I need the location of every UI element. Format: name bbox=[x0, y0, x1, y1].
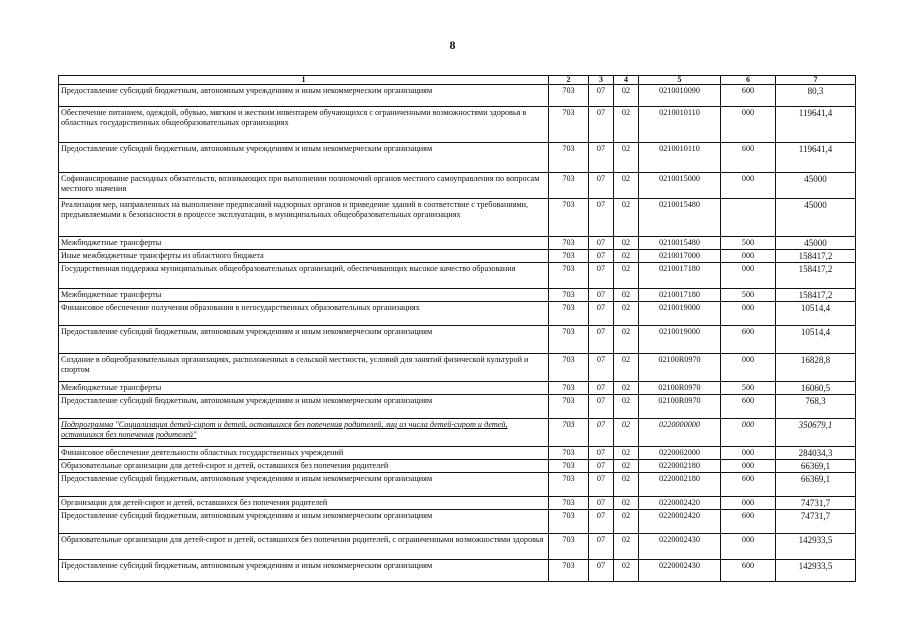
row-code-section: 07 bbox=[589, 354, 614, 382]
row-code-section: 07 bbox=[589, 143, 614, 173]
row-code-ministry: 703 bbox=[549, 107, 589, 143]
row-code-ministry: 703 bbox=[549, 447, 589, 460]
row-amount: 768,3 bbox=[776, 395, 856, 419]
row-code-ministry: 703 bbox=[549, 85, 589, 107]
row-code-expense-type: 000 bbox=[721, 419, 776, 447]
row-amount: 66369,1 bbox=[776, 460, 856, 473]
row-code-target: 0210015480 bbox=[639, 237, 721, 250]
row-code-expense-type: 600 bbox=[721, 85, 776, 107]
row-code-expense-type: 000 bbox=[721, 460, 776, 473]
row-code-subsection: 02 bbox=[614, 289, 639, 302]
row-code-subsection: 02 bbox=[614, 354, 639, 382]
row-name: Финансовое обеспечение получения образования в негосударственных образовательных организациях bbox=[59, 302, 549, 326]
table-row bbox=[59, 199, 856, 237]
row-code-section: 07 bbox=[589, 460, 614, 473]
row-amount: 10514,4 bbox=[776, 302, 856, 326]
row-code-subsection: 02 bbox=[614, 250, 639, 263]
row-name: Финансовое обеспечение деятельности областных государственных учреждений bbox=[59, 447, 549, 460]
row-name: Предоставление субсидий бюджетным, автономным учреждениям и иным некоммерческим организациям bbox=[59, 143, 549, 173]
row-code-section: 07 bbox=[589, 395, 614, 419]
table-row bbox=[59, 497, 856, 510]
row-code-ministry: 703 bbox=[549, 460, 589, 473]
row-code-subsection: 02 bbox=[614, 382, 639, 395]
row-code-section: 07 bbox=[589, 199, 614, 237]
row-name: Межбюджетные трансферты bbox=[59, 382, 549, 395]
row-code-ministry: 703 bbox=[549, 395, 589, 419]
table-row bbox=[59, 510, 856, 534]
row-code-target: 0210015000 bbox=[639, 173, 721, 199]
row-code-section: 07 bbox=[589, 419, 614, 447]
row-code-target: 0210019000 bbox=[639, 326, 721, 354]
row-name: Межбюджетные трансферты bbox=[59, 289, 549, 302]
row-code-expense-type: 600 bbox=[721, 395, 776, 419]
row-code-section: 07 bbox=[589, 473, 614, 497]
row-code-expense-type: 600 bbox=[721, 560, 776, 582]
row-code-section: 07 bbox=[589, 447, 614, 460]
row-code-subsection: 02 bbox=[614, 560, 639, 582]
row-code-expense-type: 600 bbox=[721, 473, 776, 497]
row-code-expense-type: 000 bbox=[721, 107, 776, 143]
row-name: Софинансирование расходных обязательств, возникающих при выполнении полномочий органов местного самоуправления по вопросам местного значения bbox=[59, 173, 549, 199]
row-code-subsection: 02 bbox=[614, 473, 639, 497]
row-code-target: 02100R0970 bbox=[639, 395, 721, 419]
row-name: Предоставление субсидий бюджетным, автономным учреждениям и иным некоммерческим организациям bbox=[59, 510, 549, 534]
row-code-subsection: 02 bbox=[614, 143, 639, 173]
row-code-target: 0210010090 bbox=[639, 85, 721, 107]
row-code-target: 02100R0970 bbox=[639, 382, 721, 395]
row-name: Подпрограмма "Социализация детей-сирот и детей, оставшихся без попечения родителей, лиц из числа детей-сирот и детей, оставшихся без попечения родителей" bbox=[59, 419, 549, 447]
column-header-6: 6 bbox=[721, 76, 776, 85]
row-amount: 16828,8 bbox=[776, 354, 856, 382]
row-code-ministry: 703 bbox=[549, 510, 589, 534]
row-code-expense-type: 600 bbox=[721, 326, 776, 354]
table-row bbox=[59, 395, 856, 419]
page-number: 8 bbox=[449, 38, 456, 52]
row-code-target: 0210017180 bbox=[639, 263, 721, 289]
row-name: Предоставление субсидий бюджетным, автономным учреждениям и иным некоммерческим организациям bbox=[59, 85, 549, 107]
table-row bbox=[59, 473, 856, 497]
row-code-target: 0220002420 bbox=[639, 510, 721, 534]
row-code-ministry: 703 bbox=[549, 534, 589, 560]
row-code-subsection: 02 bbox=[614, 302, 639, 326]
row-code-expense-type: 000 bbox=[721, 250, 776, 263]
row-amount: 74731,7 bbox=[776, 497, 856, 510]
row-code-expense-type: 000 bbox=[721, 173, 776, 199]
row-code-expense-type: 600 bbox=[721, 510, 776, 534]
row-name: Обеспечение питанием, одеждой, обувью, мягким и жестким инвентарем обучающихся с ограниченными возможностями здоровья в областных государственных общеобразовательных организациях bbox=[59, 107, 549, 143]
row-code-section: 07 bbox=[589, 107, 614, 143]
row-code-section: 07 bbox=[589, 497, 614, 510]
row-code-target: 0210010110 bbox=[639, 143, 721, 173]
row-code-ministry: 703 bbox=[549, 326, 589, 354]
row-code-expense-type: 000 bbox=[721, 447, 776, 460]
row-name: Образовательные организации для детей-сирот и детей, оставшихся без попечения родителей bbox=[59, 460, 549, 473]
row-name: Межбюджетные трансферты bbox=[59, 237, 549, 250]
row-code-expense-type: 500 bbox=[721, 289, 776, 302]
row-code-subsection: 02 bbox=[614, 395, 639, 419]
table-row bbox=[59, 237, 856, 250]
row-code-ministry: 703 bbox=[549, 173, 589, 199]
row-code-ministry: 703 bbox=[549, 289, 589, 302]
row-code-target: 0220002180 bbox=[639, 473, 721, 497]
table-row bbox=[59, 460, 856, 473]
row-code-subsection: 02 bbox=[614, 326, 639, 354]
row-code-expense-type: 000 bbox=[721, 354, 776, 382]
row-code-subsection: 02 bbox=[614, 419, 639, 447]
table-row bbox=[59, 534, 856, 560]
row-code-ministry: 703 bbox=[549, 419, 589, 447]
row-code-ministry: 703 bbox=[549, 250, 589, 263]
row-code-ministry: 703 bbox=[549, 143, 589, 173]
table-row bbox=[59, 85, 856, 107]
column-header-3: 3 bbox=[589, 76, 614, 85]
row-code-ministry: 703 bbox=[549, 237, 589, 250]
column-header-4: 4 bbox=[614, 76, 639, 85]
row-code-target: 0220002000 bbox=[639, 447, 721, 460]
table-row bbox=[59, 447, 856, 460]
row-code-target: 0210019000 bbox=[639, 302, 721, 326]
row-amount: 158417,2 bbox=[776, 263, 856, 289]
row-code-expense-type: 500 bbox=[721, 382, 776, 395]
row-code-subsection: 02 bbox=[614, 173, 639, 199]
row-code-target: 0210017000 bbox=[639, 250, 721, 263]
row-name: Государственная поддержка муниципальных общеобразовательных организаций, обеспечивающих высокое качество образования bbox=[59, 263, 549, 289]
row-name: Организации для детей-сирот и детей, оставшихся без попечения родителей bbox=[59, 497, 549, 510]
table-row bbox=[59, 326, 856, 354]
row-amount: 66369,1 bbox=[776, 473, 856, 497]
row-amount: 158417,2 bbox=[776, 289, 856, 302]
row-code-target: 0210010110 bbox=[639, 107, 721, 143]
row-name: Предоставление субсидий бюджетным, автономным учреждениям и иным некоммерческим организациям bbox=[59, 473, 549, 497]
row-code-ministry: 703 bbox=[549, 382, 589, 395]
row-code-subsection: 02 bbox=[614, 85, 639, 107]
row-name: Реализация мер, направленных на выполнение предписаний надзорных органов и приведение зданий в соответствие с требованиями, предъявляемыми к безопасности в процессе эксплуатации, в муниципальных общеобразовательных организациях bbox=[59, 199, 549, 237]
row-code-target: 0220002430 bbox=[639, 560, 721, 582]
row-code-target: 0220002420 bbox=[639, 497, 721, 510]
column-header-1: 1 bbox=[59, 76, 549, 85]
row-code-subsection: 02 bbox=[614, 199, 639, 237]
row-code-ministry: 703 bbox=[549, 354, 589, 382]
row-code-section: 07 bbox=[589, 326, 614, 354]
row-code-ministry: 703 bbox=[549, 560, 589, 582]
row-code-target: 0220002430 bbox=[639, 534, 721, 560]
row-code-section: 07 bbox=[589, 534, 614, 560]
row-code-subsection: 02 bbox=[614, 447, 639, 460]
table-body bbox=[59, 85, 856, 582]
row-code-expense-type bbox=[721, 199, 776, 237]
row-code-expense-type: 000 bbox=[721, 302, 776, 326]
row-name: Предоставление субсидий бюджетным, автономным учреждениям и иным некоммерческим организациям bbox=[59, 560, 549, 582]
row-name: Предоставление субсидий бюджетным, автономным учреждениям и иным некоммерческим организациям bbox=[59, 326, 549, 354]
row-code-target: 0210017180 bbox=[639, 289, 721, 302]
table-header-row bbox=[59, 76, 856, 85]
row-code-target: 0220002180 bbox=[639, 460, 721, 473]
row-amount: 119641,4 bbox=[776, 143, 856, 173]
row-code-section: 07 bbox=[589, 382, 614, 395]
row-code-subsection: 02 bbox=[614, 237, 639, 250]
table-row bbox=[59, 250, 856, 263]
row-code-ministry: 703 bbox=[549, 263, 589, 289]
table-row bbox=[59, 560, 856, 582]
row-amount: 45000 bbox=[776, 237, 856, 250]
row-code-section: 07 bbox=[589, 263, 614, 289]
row-name: Образовательные организации для детей-сирот и детей, оставшихся без попечения родителей, с ограниченными возможностями здоровья bbox=[59, 534, 549, 560]
row-code-section: 07 bbox=[589, 237, 614, 250]
table-row bbox=[59, 419, 856, 447]
table-row bbox=[59, 263, 856, 289]
row-code-ministry: 703 bbox=[549, 497, 589, 510]
row-code-section: 07 bbox=[589, 510, 614, 534]
row-amount: 45000 bbox=[776, 173, 856, 199]
row-amount: 10514,4 bbox=[776, 326, 856, 354]
row-code-subsection: 02 bbox=[614, 107, 639, 143]
row-code-section: 07 bbox=[589, 85, 614, 107]
row-code-ministry: 703 bbox=[549, 199, 589, 237]
row-code-subsection: 02 bbox=[614, 263, 639, 289]
table-row bbox=[59, 354, 856, 382]
row-amount: 74731,7 bbox=[776, 510, 856, 534]
row-code-section: 07 bbox=[589, 302, 614, 326]
table-row bbox=[59, 107, 856, 143]
row-code-ministry: 703 bbox=[549, 473, 589, 497]
row-code-subsection: 02 bbox=[614, 534, 639, 560]
row-name: Предоставление субсидий бюджетным, автономным учреждениям и иным некоммерческим организациям bbox=[59, 395, 549, 419]
row-code-section: 07 bbox=[589, 560, 614, 582]
row-code-target: 0210015480 bbox=[639, 199, 721, 237]
column-header-5: 5 bbox=[639, 76, 721, 85]
row-amount: 119641,4 bbox=[776, 107, 856, 143]
row-amount: 284034,3 bbox=[776, 447, 856, 460]
row-amount: 158417,2 bbox=[776, 250, 856, 263]
row-name: Иные межбюджетные трансферты из областного бюджета bbox=[59, 250, 549, 263]
row-amount: 45000 bbox=[776, 199, 856, 237]
row-amount: 142933,5 bbox=[776, 534, 856, 560]
row-amount: 142933,5 bbox=[776, 560, 856, 582]
row-amount: 80,3 bbox=[776, 85, 856, 107]
row-code-section: 07 bbox=[589, 173, 614, 199]
table-row bbox=[59, 289, 856, 302]
table-row bbox=[59, 143, 856, 173]
budget-table bbox=[58, 75, 856, 582]
row-code-expense-type: 600 bbox=[721, 143, 776, 173]
table-row bbox=[59, 382, 856, 395]
row-code-expense-type: 500 bbox=[721, 237, 776, 250]
row-code-section: 07 bbox=[589, 250, 614, 263]
row-name: Создание в общеобразовательных организациях, расположенных в сельской местности, условий для занятий физической культурой и спортом bbox=[59, 354, 549, 382]
row-amount: 16060,5 bbox=[776, 382, 856, 395]
table-row bbox=[59, 302, 856, 326]
column-header-7: 7 bbox=[776, 76, 856, 85]
table-row bbox=[59, 173, 856, 199]
column-header-2: 2 bbox=[549, 76, 589, 85]
row-code-subsection: 02 bbox=[614, 497, 639, 510]
row-code-section: 07 bbox=[589, 289, 614, 302]
row-code-expense-type: 000 bbox=[721, 534, 776, 560]
row-code-expense-type: 000 bbox=[721, 263, 776, 289]
row-code-ministry: 703 bbox=[549, 302, 589, 326]
row-code-target: 02100R0970 bbox=[639, 354, 721, 382]
row-code-target: 0220000000 bbox=[639, 419, 721, 447]
row-code-expense-type: 000 bbox=[721, 497, 776, 510]
row-code-subsection: 02 bbox=[614, 510, 639, 534]
row-code-subsection: 02 bbox=[614, 460, 639, 473]
row-amount: 350679,1 bbox=[776, 419, 856, 447]
